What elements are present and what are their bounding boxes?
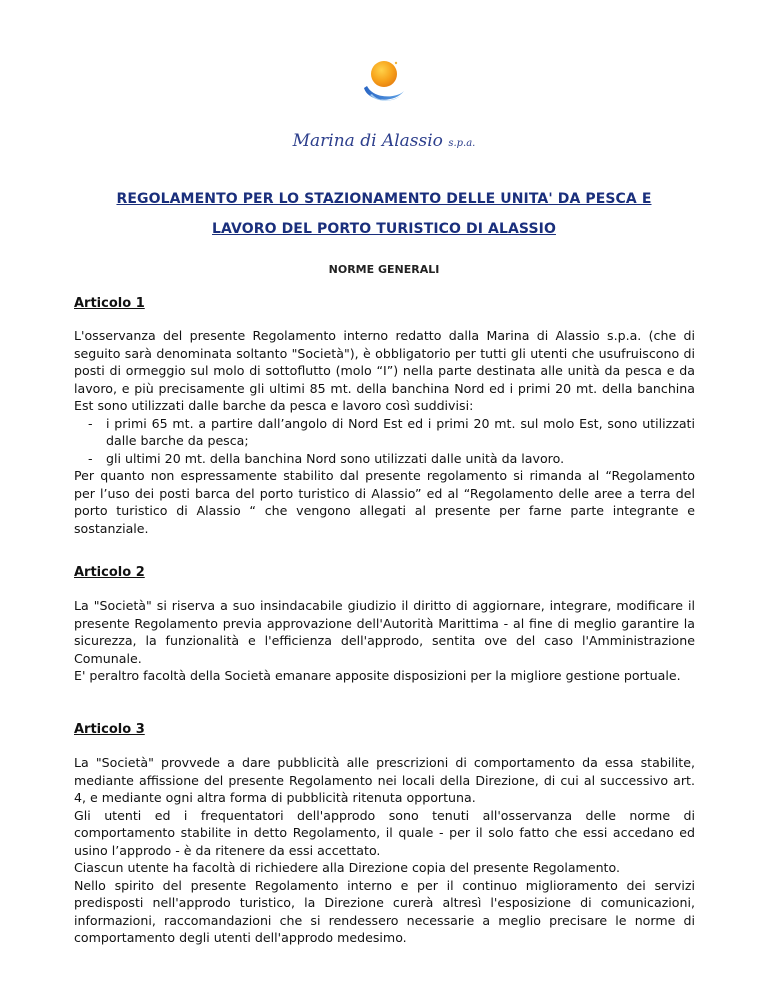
- brand-suffix: s.p.a.: [448, 138, 476, 149]
- brand-name: [0, 131, 768, 151]
- article-3-heading: Articolo 3: [74, 722, 145, 737]
- document-title-line-1: REGOLAMENTO PER LO STAZIONAMENTO DELLE UNITA' DA PESCA E: [116, 191, 652, 207]
- article-2-paragraph: La "Società" si riserva a suo insindacabile giudizio il diritto di aggiornare, integrare, modificare il presente Regolamento previa approvazione dell'Autorità Marittima - al fine di meglio garantire la sicurezza, la funzionalità e l'efficienza dell'approdo, sentita ove del caso l'Amministrazione Comunale.: [74, 598, 695, 666]
- article-2-body: [74, 597, 695, 685]
- article-1-bullet-1: - i primi 65 mt. a partire dall’angolo di Nord Est ed i primi 20 mt. sul molo Est, sono utilizzati dalle barche da pesca;: [88, 415, 695, 448]
- article-3-paragraph-4: Nello spirito del presente Regolamento interno e per il continuo miglioramento dei servizi predisposti nell'approdo turistico, la Direzione curerà altresì l'esposizione di comunicazioni, informazioni, raccomandazioni che si rendessero necessarie a meglio precisare le norme di comportamento degli utenti dell'approdo medesimo.: [74, 877, 695, 945]
- sun-waves-logo-icon: [358, 58, 410, 110]
- article-1-bullet-2: - gli ultimi 20 mt. della banchina Nord sono utilizzati dalle unità da lavoro.: [88, 450, 565, 466]
- article-2-heading: Articolo 2: [74, 565, 145, 580]
- article-1-paragraph-2: Per quanto non espressamente stabilito dal presente regolamento si rimanda al “Regolamento per l’uso dei posti barca del porto turistico di Alassio” ed al “Regolamento delle aree a terra del porto turistico di Alassio “ che vengono allegati al presente per farne parte integrante e sostanziale.: [74, 468, 695, 536]
- article-3-paragraph-2: Gli utenti ed i frequentatori dell'approdo sono tenuti all'osservanza delle norme di comportamento stabilite in detto Regolamento, il quale - per il solo fatto che essi accedano ed usino l’approdo - è da ritenere da essi accettato.: [74, 807, 695, 858]
- article-1-paragraph: L'osservanza del presente Regolamento interno redatto dalla Marina di Alassio s.p.a. (che di seguito sarà denominata soltanto "Società"), è obbligatorio per tutti gli utenti che usufruiscono di posti di ormeggio sul molo di sottoflutto (molo “I”) nella parte destinata alle unità da pesca e da lavoro, e più precisamente gli ultimi 85 mt. della banchina Nord ed i primi 20 mt. della banchina Est sono utilizzati dalle barche da pesca e lavoro così suddivisi:: [74, 328, 695, 413]
- article-1-heading: Articolo 1: [74, 296, 145, 311]
- section-heading: NORME GENERALI: [328, 263, 440, 276]
- article-3-body: [74, 754, 695, 947]
- article-1-body: [74, 327, 695, 537]
- article-3-paragraph: La "Società" provvede a dare pubblicità alle prescrizioni di comportamento da essa stabilite, mediante affissione del presente Regolamento nei locali della Direzione, di cui al successivo art. 4, e mediante ogni altra forma di pubblicità ritenuta opportuna.: [74, 755, 695, 805]
- article-3-paragraph-3: Ciascun utente ha facoltà di richiedere alla Direzione copia del presente Regolamento.: [74, 860, 620, 875]
- brand-name-text: Marina di Alassio: [292, 131, 443, 151]
- article-2-paragraph-2: E' peraltro facoltà della Società emanare apposite disposizioni per la migliore gestione portuale.: [74, 668, 681, 683]
- document-title-line-2: LAVORO DEL PORTO TURISTICO DI ALASSIO: [212, 221, 556, 237]
